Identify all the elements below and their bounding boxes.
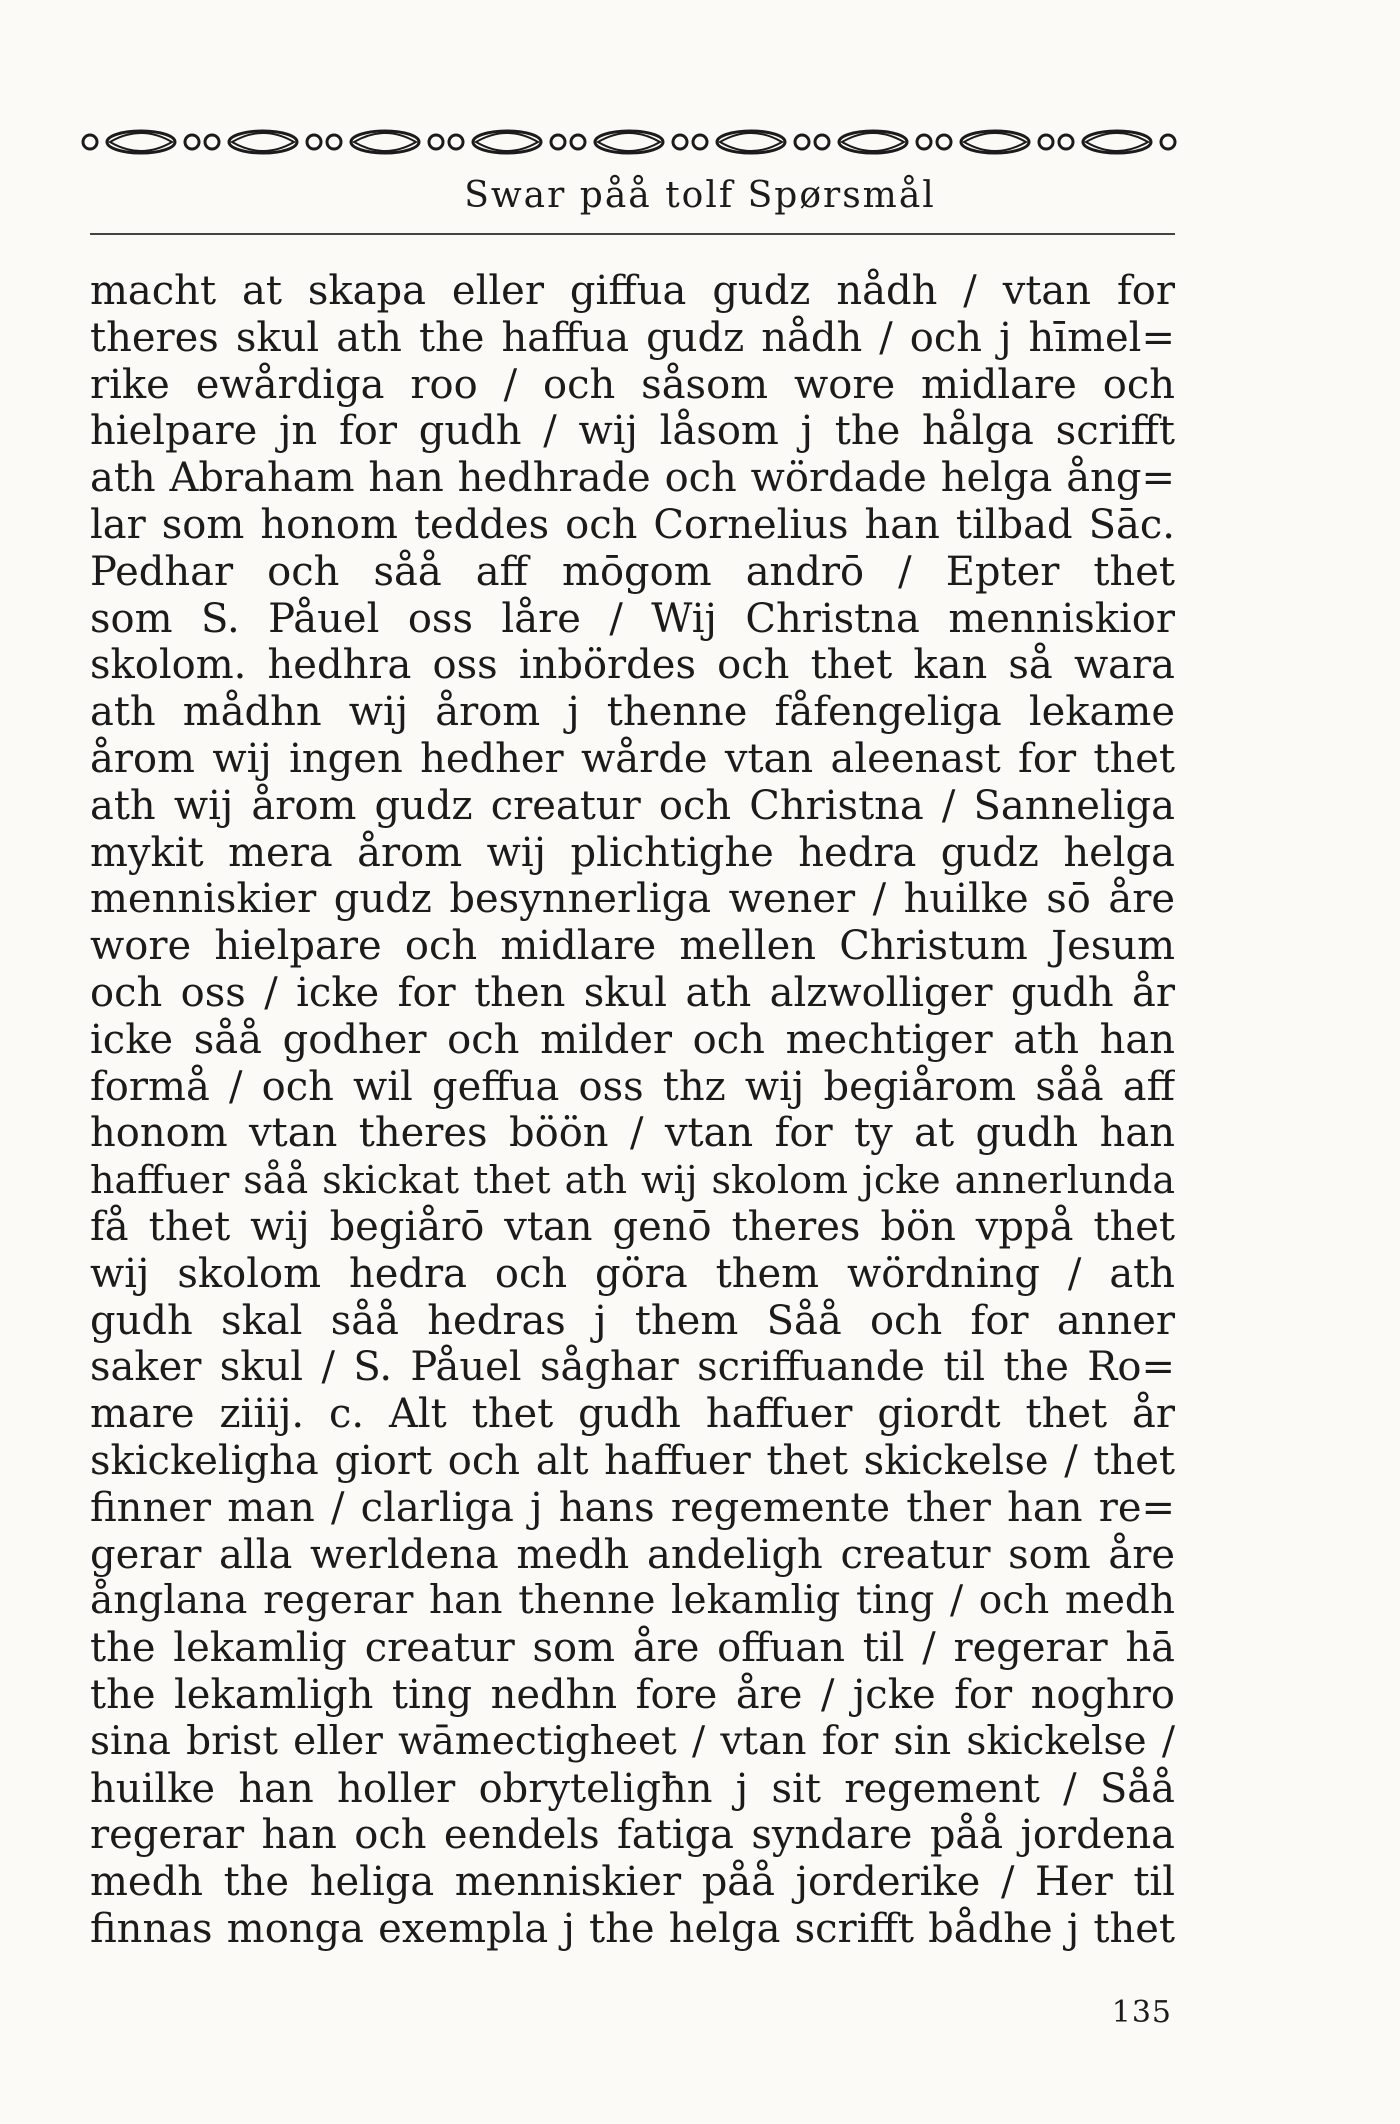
text-line: sina brist eller wāmectigheet / vtan for sin skickelse / [90,1718,1175,1764]
text-line: årom wij ingen hedher wårde vtan aleenast for thet [90,735,1175,782]
text-line: formå / och wil geffua oss thz wij begiårom såå aff [90,1063,1175,1110]
text-line: icke såå godher och milder och mechtiger ath han [90,1016,1175,1063]
text-line: the lekamlig creatur som åre offuan til / regerar hā [90,1625,1175,1672]
text-line: skolom. hedhra oss inbördes och thet kan så wara [90,642,1175,689]
text-line: ath wij årom gudz creatur och Christna / Sanneliga [90,782,1175,829]
body-text [90,268,1175,1953]
text-line: gerar alla werldena medh andeligh creatur som åre [90,1531,1175,1578]
text-line: macht at skapa eller giffua gudz nådh / vtan for [90,268,1175,314]
text-line: få thet wij begiårō vtan genō theres bön vppå thet [90,1203,1175,1250]
text-line: rike ewårdiga roo / och såsom wore midlare och [90,361,1175,408]
page-number: 135 [1111,1995,1172,2030]
text-line: och oss / icke for then skul ath alzwolliger gudh år [90,969,1175,1016]
text-line: regerar han och eendels fatiga syndare påå jordena [90,1812,1175,1859]
text-line: wore hielpare och midlare mellen Christum Jesum [90,923,1175,970]
text-line: finner man / clarliga j hans regemente ther han re= [90,1484,1175,1531]
text-line: saker skul / S. Påuel såghar scriffuande til the Ro= [90,1344,1175,1391]
text-line: mykit mera årom wij plichtighe hedra gudz helga [90,829,1175,876]
text-line: the lekamligh ting nedhn fore åre / jcke for noghro [90,1671,1175,1718]
text-line: ath Abraham han hedhrade och wördade helga ång= [90,455,1175,502]
text-line: Pedhar och såå aff mōgom andrō / Epter thet [90,548,1175,595]
header-rule [90,233,1175,235]
text-line: lar som honom teddes och Cornelius han tilbad Sāc. [90,501,1175,548]
ornamental-border [80,118,1180,166]
text-line: gudh skal såå hedras j them Såå och for anner [90,1297,1175,1344]
text-line: honom vtan theres böön / vtan for ty at gudh han [90,1110,1175,1157]
text-line: theres skul ath the haffua gudz nådh / och j hīmel= [90,314,1175,361]
text-line: finnas monga exempla j the helga scrifft bådhe j thet [90,1905,1175,1952]
text-line: skickeligha giort och alt haffuer thet skickelse / thet [90,1437,1175,1484]
text-line: huilke han holler obryteligħn j sit regement / Såå [90,1765,1175,1812]
text-line: wij skolom hedra och göra them wördning / ath [90,1250,1175,1297]
text-line: haffuer såå skickat thet ath wij skolom jcke annerlunda [90,1158,1175,1203]
text-line: som S. Påuel oss låre / Wij Christna menniskior [90,595,1175,642]
text-line: ath mådhn wij årom j thenne fåfengeliga lekame [90,689,1175,736]
text-line: mare ziiij. c. Alt thet gudh haffuer giordt thet år [90,1391,1175,1438]
running-title: Swar påå tolf Spørsmål [464,175,936,216]
text-line: hielpare jn for gudh / wij låsom j the hålga scrifft [90,408,1175,455]
text-line: ånglana regerar han thenne lekamlig ting / och medh [90,1578,1175,1624]
text-line: medh the heliga menniskier påå jorderike / Her til [90,1859,1175,1906]
text-line: menniskier gudz besynnerliga wener / huilke sō åre [90,876,1175,923]
